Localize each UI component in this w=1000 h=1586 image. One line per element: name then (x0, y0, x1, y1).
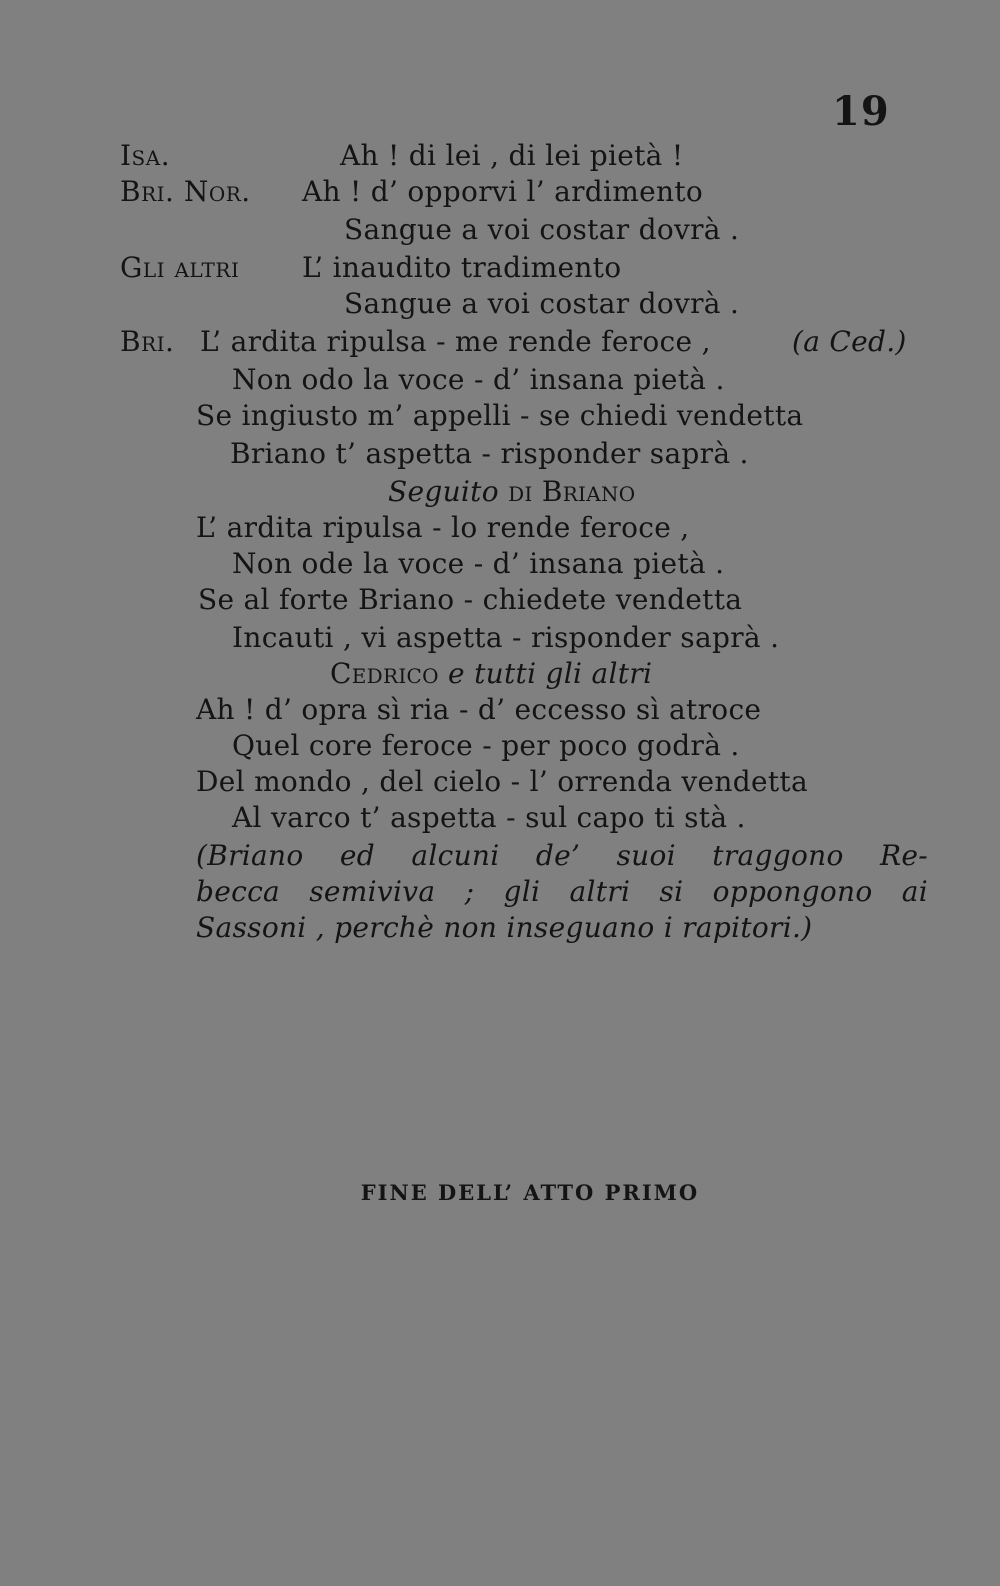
verse-line: Ah ! d’ opporvi l’ ardimento (302, 175, 704, 208)
speaker-heading-italic: e tutti gli altri (448, 657, 653, 690)
stage-direction: (Briano ed alcuni de’ suoi traggono Re- (196, 839, 928, 872)
speaker-heading-italic: Seguito (388, 475, 499, 508)
speaker-heading-caps: di Briano (508, 475, 636, 508)
verse-line: Quel core feroce - per poco godrà . (232, 729, 740, 762)
page-number: 19 (832, 88, 890, 135)
speaker-heading (388, 474, 636, 510)
verse-line: Se ingiusto m’ appelli - se chiedi vendetta (196, 399, 804, 432)
speaker-isa: Isa. (120, 139, 171, 172)
verse-line: Al varco t’ aspetta - sul capo ti stà . (232, 801, 746, 834)
verse-line: Briano t’ aspetta - risponder saprà . (230, 437, 749, 470)
stage-direction: Sassoni , perchè non inseguano i rapitori.) (196, 911, 813, 944)
speaker-heading-caps: Cedrico (330, 657, 439, 690)
verse-line: Se al forte Briano - chiedete vendetta (198, 583, 743, 616)
verse-line: Ah ! di lei , di lei pietà ! (340, 139, 684, 172)
verse-line: Non odo la voce - d’ insana pietà . (232, 363, 725, 396)
verse-line: L’ ardita ripulsa - me rende feroce , (200, 325, 711, 358)
verse-line: L’ inaudito tradimento (302, 251, 622, 284)
verse-line: Sangue a voi costar dovrà . (344, 287, 740, 320)
speaker-heading (330, 656, 652, 692)
verse-line: Sangue a voi costar dovrà . (344, 213, 740, 246)
stage-direction: becca semiviva ; gli altri si oppongono ai (196, 875, 928, 908)
verse-line: Incauti , vi aspetta - risponder saprà . (232, 621, 780, 654)
verse-line: Non ode la voce - d’ insana pietà . (232, 547, 725, 580)
verse-line: Ah ! d’ opra sì ria - d’ eccesso sì atroce (196, 693, 762, 726)
stage-direction: (a Ced.) (792, 325, 907, 358)
speaker-bri: Bri. (120, 325, 175, 358)
verse-line: L’ ardita ripulsa - lo rende feroce , (196, 511, 690, 544)
speaker-bri-nor: Bri. Nor. (120, 175, 251, 208)
speaker-gli-altri: Gli altri (120, 251, 240, 284)
act-end-footer: FINE DELL’ ATTO PRIMO (360, 1180, 700, 1205)
verse-line: Del mondo , del cielo - l’ orrenda vendetta (196, 765, 808, 798)
